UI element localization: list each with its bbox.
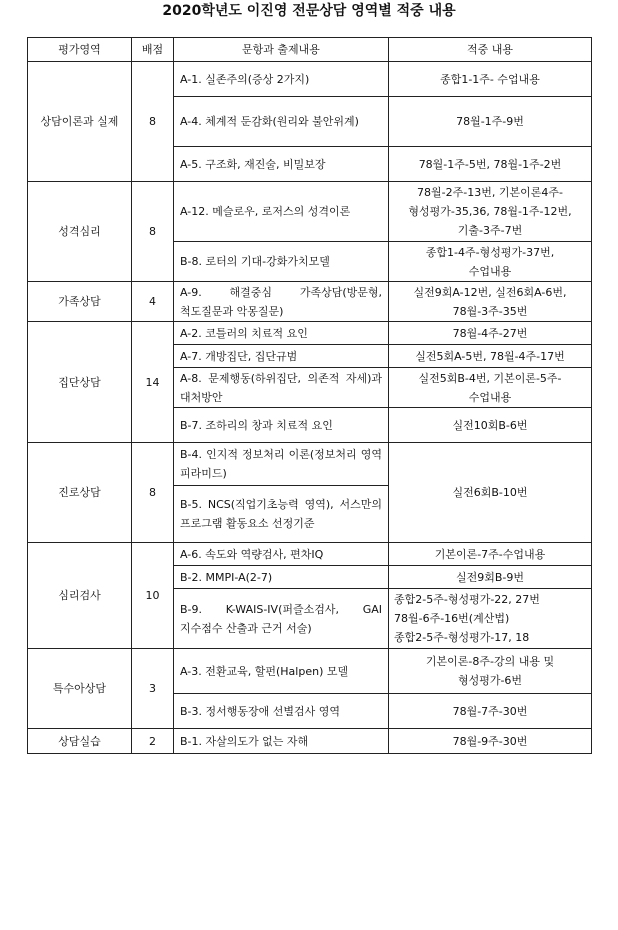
topic-cell: A-12. 메슬로우, 로저스의 성격이론 (174, 182, 389, 242)
score-cell: 8 (132, 443, 174, 543)
score-cell: 3 (132, 649, 174, 729)
score-cell: 8 (132, 182, 174, 282)
topic-cell: A-3. 전환교육, 할펀(Halpen) 모델 (174, 649, 389, 694)
hit-content-table (27, 37, 592, 754)
content-cell (389, 97, 592, 147)
table-row (28, 182, 592, 242)
table-row (28, 322, 592, 345)
content-line: 수업내용 (468, 264, 512, 278)
table-row (28, 729, 592, 754)
content-line: 종합2-5주-형성평가-22, 27번 (394, 593, 540, 606)
topic-cell: B-2. MMPI-A(2-7) (174, 566, 389, 589)
header-content: 적중 내용 (389, 38, 592, 62)
table-row (28, 443, 592, 486)
content-line: 78월-4주-27번 (452, 326, 528, 340)
content-cell (389, 282, 592, 322)
table-row (28, 62, 592, 97)
topic-cell: B-1. 자살의도가 없는 자해 (174, 729, 389, 754)
area-cell: 특수아상담 (28, 649, 132, 729)
header-area: 평가영역 (28, 38, 132, 62)
content-cell (389, 345, 592, 368)
content-line: 종합1-1주- 수업내용 (440, 72, 540, 86)
topic-cell: A-1. 실존주의(증상 2가지) (174, 62, 389, 97)
content-line: 기출-3주-7번 (457, 224, 523, 237)
topic-cell: A-2. 코틀러의 치료적 요인 (174, 322, 389, 345)
content-line: 종합2-5주-형성평가-17, 18 (394, 631, 530, 644)
content-line: 실전10회B-6번 (452, 418, 528, 432)
content-line: 기본이론-7주-수업내용 (434, 547, 546, 561)
content-line: 종합1-4주-형성평가-37번, (425, 245, 555, 259)
topic-cell: B-8. 로터의 기대-강화가치모델 (174, 242, 389, 282)
area-cell: 상담이론과 실제 (28, 62, 132, 182)
content-cell (389, 408, 592, 443)
score-cell: 10 (132, 543, 174, 649)
topic-cell: A-9. 해결중심 가족상담(방문형, 척도질문과 악몽질문) (174, 282, 389, 322)
content-cell (389, 443, 592, 543)
header-score: 배점 (132, 38, 174, 62)
table-row (28, 543, 592, 566)
content-line: 78월-1주-5번, 78월-1주-2번 (418, 157, 562, 171)
content-cell (389, 543, 592, 566)
content-cell (389, 62, 592, 97)
content-cell (389, 242, 592, 282)
content-cell (389, 589, 592, 649)
content-line: 형성평가-35,36, 78월-1주-12번, (408, 205, 572, 218)
topic-cell: B-7. 조하리의 창과 치료적 요인 (174, 408, 389, 443)
content-cell (389, 566, 592, 589)
content-line: 실전6회B-10번 (452, 486, 528, 499)
content-cell (389, 322, 592, 345)
topic-cell: B-5. NCS(직업기초능력 영역), 서스만의 프로그램 활동요소 선정기준 (174, 486, 389, 543)
topic-cell: B-4. 인지적 정보처리 이론(정보처리 영역 피라미드) (174, 443, 389, 486)
score-cell: 14 (132, 322, 174, 443)
content-cell (389, 182, 592, 242)
topic-cell: A-8. 문제행동(하위집단, 의존적 자세)과 대처방안 (174, 368, 389, 408)
content-cell (389, 729, 592, 754)
content-line: 실전5회B-4번, 기본이론-5주- (418, 371, 562, 385)
area-cell: 상담실습 (28, 729, 132, 754)
topic-cell: A-5. 구조화, 재진술, 비밀보장 (174, 147, 389, 182)
topic-cell: A-6. 속도와 역량검사, 편차IQ (174, 543, 389, 566)
content-line: 78월-3주-35번 (452, 304, 528, 318)
content-line: 78월-9주-30번 (452, 734, 528, 748)
topic-cell: A-4. 체계적 둔감화(원리와 불안위계) (174, 97, 389, 147)
content-line: 78월-1주-9번 (456, 115, 524, 128)
table-header-row (28, 38, 592, 62)
area-cell: 성격심리 (28, 182, 132, 282)
content-line: 기본이론-8주-강의 내용 및 (425, 655, 555, 668)
content-line: 실전9회B-9번 (455, 570, 525, 584)
area-cell: 진로상담 (28, 443, 132, 543)
content-line: 78월-2주-13번, 기본이론4주- (417, 186, 563, 199)
table-row (28, 649, 592, 694)
table-row (28, 282, 592, 322)
area-cell: 집단상담 (28, 322, 132, 443)
content-line: 형성평가-6번 (457, 674, 523, 687)
score-cell: 8 (132, 62, 174, 182)
content-line: 수업내용 (468, 390, 512, 404)
content-cell (389, 147, 592, 182)
content-cell (389, 694, 592, 729)
content-cell (389, 368, 592, 408)
content-line: 78월-6주-16번(계산법) (394, 612, 510, 625)
content-line: 78월-7주-30번 (452, 704, 528, 718)
topic-cell: A-7. 개방집단, 집단규범 (174, 345, 389, 368)
content-line: 실전9회A-12번, 실전6회A-6번, (413, 285, 567, 299)
area-cell: 가족상담 (28, 282, 132, 322)
topic-cell: B-3. 정서행동장애 선별검사 영역 (174, 694, 389, 729)
content-line: 실전5회A-5번, 78월-4주-17번 (415, 349, 565, 363)
content-cell (389, 649, 592, 694)
score-cell: 4 (132, 282, 174, 322)
topic-cell: B-9. K-WAIS-IV(퍼즐소검사, GAI 지수점수 산출과 근거 서술) (174, 589, 389, 649)
header-topic: 문항과 출제내용 (174, 38, 389, 62)
table-body (28, 62, 592, 754)
page-title: 2020학년도 이진영 전문상담 영역별 적중 내용 (162, 3, 456, 19)
area-cell: 심리검사 (28, 543, 132, 649)
score-cell: 2 (132, 729, 174, 754)
